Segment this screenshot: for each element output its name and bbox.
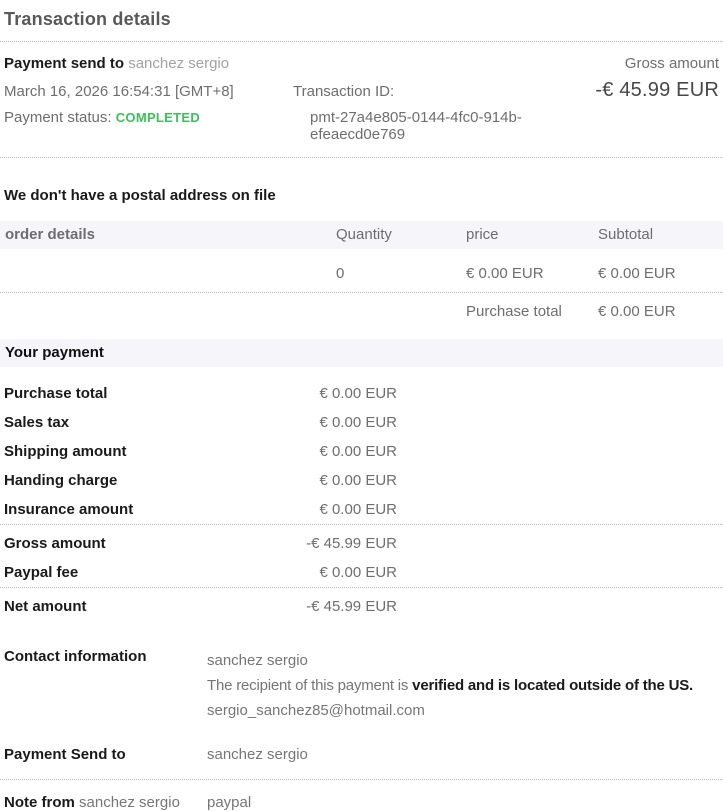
transaction-summary: [0, 42, 723, 158]
payment-row-sales-tax: [0, 408, 397, 437]
payment-row-shipping-amount: [0, 437, 397, 466]
payment-row-paypal-fee: [0, 558, 397, 587]
contact-email: sergio_sanchez85@hotmail.com: [207, 702, 425, 719]
purchase-total-label: Purchase total: [466, 303, 562, 320]
contact-information-label: Contact information: [4, 648, 147, 665]
payment-row-handing-charge: [0, 466, 397, 495]
order-table-row: [0, 249, 723, 292]
purchase-total-value: € 0.00 EUR: [598, 303, 676, 320]
gross-amount-label: Gross amount: [624, 55, 719, 72]
payment-row-value: € 0.00 EUR: [319, 385, 397, 402]
transaction-id-value: pmt-27a4e805-0144-4fc0-914b-efeaecd0e769: [310, 109, 522, 143]
col-header-quantity: Quantity: [336, 226, 392, 243]
recipient-note-bold: verified and is located outside of the US.: [412, 677, 693, 694]
order-row-price: € 0.00 EUR: [466, 265, 544, 282]
page-header: [0, 0, 723, 42]
col-header-order-details: order details: [5, 226, 96, 243]
postal-address-notice: We don't have a postal address on file: [4, 187, 276, 204]
recipient-verified-line: [207, 673, 719, 698]
payment-row-value: € 0.00 EUR: [319, 564, 397, 581]
col-header-subtotal: Subtotal: [598, 226, 654, 243]
payment-row-value: € 0.00 EUR: [319, 501, 397, 518]
payment-row-value: € 0.00 EUR: [319, 414, 397, 431]
payment-row-net-amount: [0, 592, 397, 621]
contact-name: sanchez sergio: [207, 652, 308, 669]
payment-row-label: Handing charge: [4, 472, 118, 489]
note-divider: [0, 779, 723, 780]
contact-information-section: [0, 648, 723, 723]
page-title: Transaction details: [4, 9, 171, 29]
payment-row-value: -€ 45.99 EUR: [306, 535, 397, 552]
order-row-subtotal: € 0.00 EUR: [598, 265, 676, 282]
your-payment-header: Your payment: [0, 339, 723, 367]
recipient-note-prefix: The recipient of this payment is: [207, 677, 413, 694]
payment-send-to-label: Payment send to: [4, 55, 125, 72]
payment-row-insurance-amount: [0, 495, 397, 524]
payment-row-purchase-total: [0, 379, 397, 408]
payment-status-label: Payment status:: [4, 109, 112, 126]
order-table-header: [0, 221, 723, 249]
payment-status-line: [4, 109, 293, 143]
payment-row-gross-amount: [0, 529, 397, 558]
note-label-line: [4, 794, 207, 811]
order-details-table: [0, 221, 723, 333]
order-row-quantity: 0: [336, 265, 345, 282]
payment-row-label: Net amount: [4, 598, 87, 615]
col-header-price: price: [466, 226, 499, 243]
payment-row-value: -€ 45.99 EUR: [306, 598, 397, 615]
payment-row-label: Shipping amount: [4, 443, 127, 460]
purchase-total-row: [0, 293, 723, 333]
payment-row-value: € 0.00 EUR: [319, 443, 397, 460]
payment-status-badge: COMPLETED: [115, 110, 201, 125]
note-section: [0, 794, 723, 811]
note-value: paypal: [207, 794, 252, 811]
payment-send-to-line: [4, 55, 563, 72]
transaction-datetime: March 16, 2026 16:54:31 [GMT+8]: [4, 83, 234, 100]
note-author: sanchez sergio: [79, 794, 180, 811]
payment-row-label: Gross amount: [4, 535, 106, 552]
payment-row-label: Insurance amount: [4, 501, 134, 518]
payment-row-label: Paypal fee: [4, 564, 79, 581]
your-payment-list: [0, 379, 723, 621]
recipient-name: sanchez sergio: [128, 55, 230, 72]
payment-row-label: Sales tax: [4, 414, 70, 431]
gross-amount-value: -€ 45.99 EUR: [595, 79, 719, 101]
payment-row-label: Purchase total: [4, 385, 108, 402]
payment-send-to-section-label: Payment Send to: [4, 746, 126, 763]
payment-send-to-section-value: sanchez sergio: [207, 746, 308, 763]
note-from-label: Note from: [4, 794, 75, 811]
payment-row-value: € 0.00 EUR: [319, 472, 397, 489]
transaction-id-label: Transaction ID:: [293, 83, 395, 100]
